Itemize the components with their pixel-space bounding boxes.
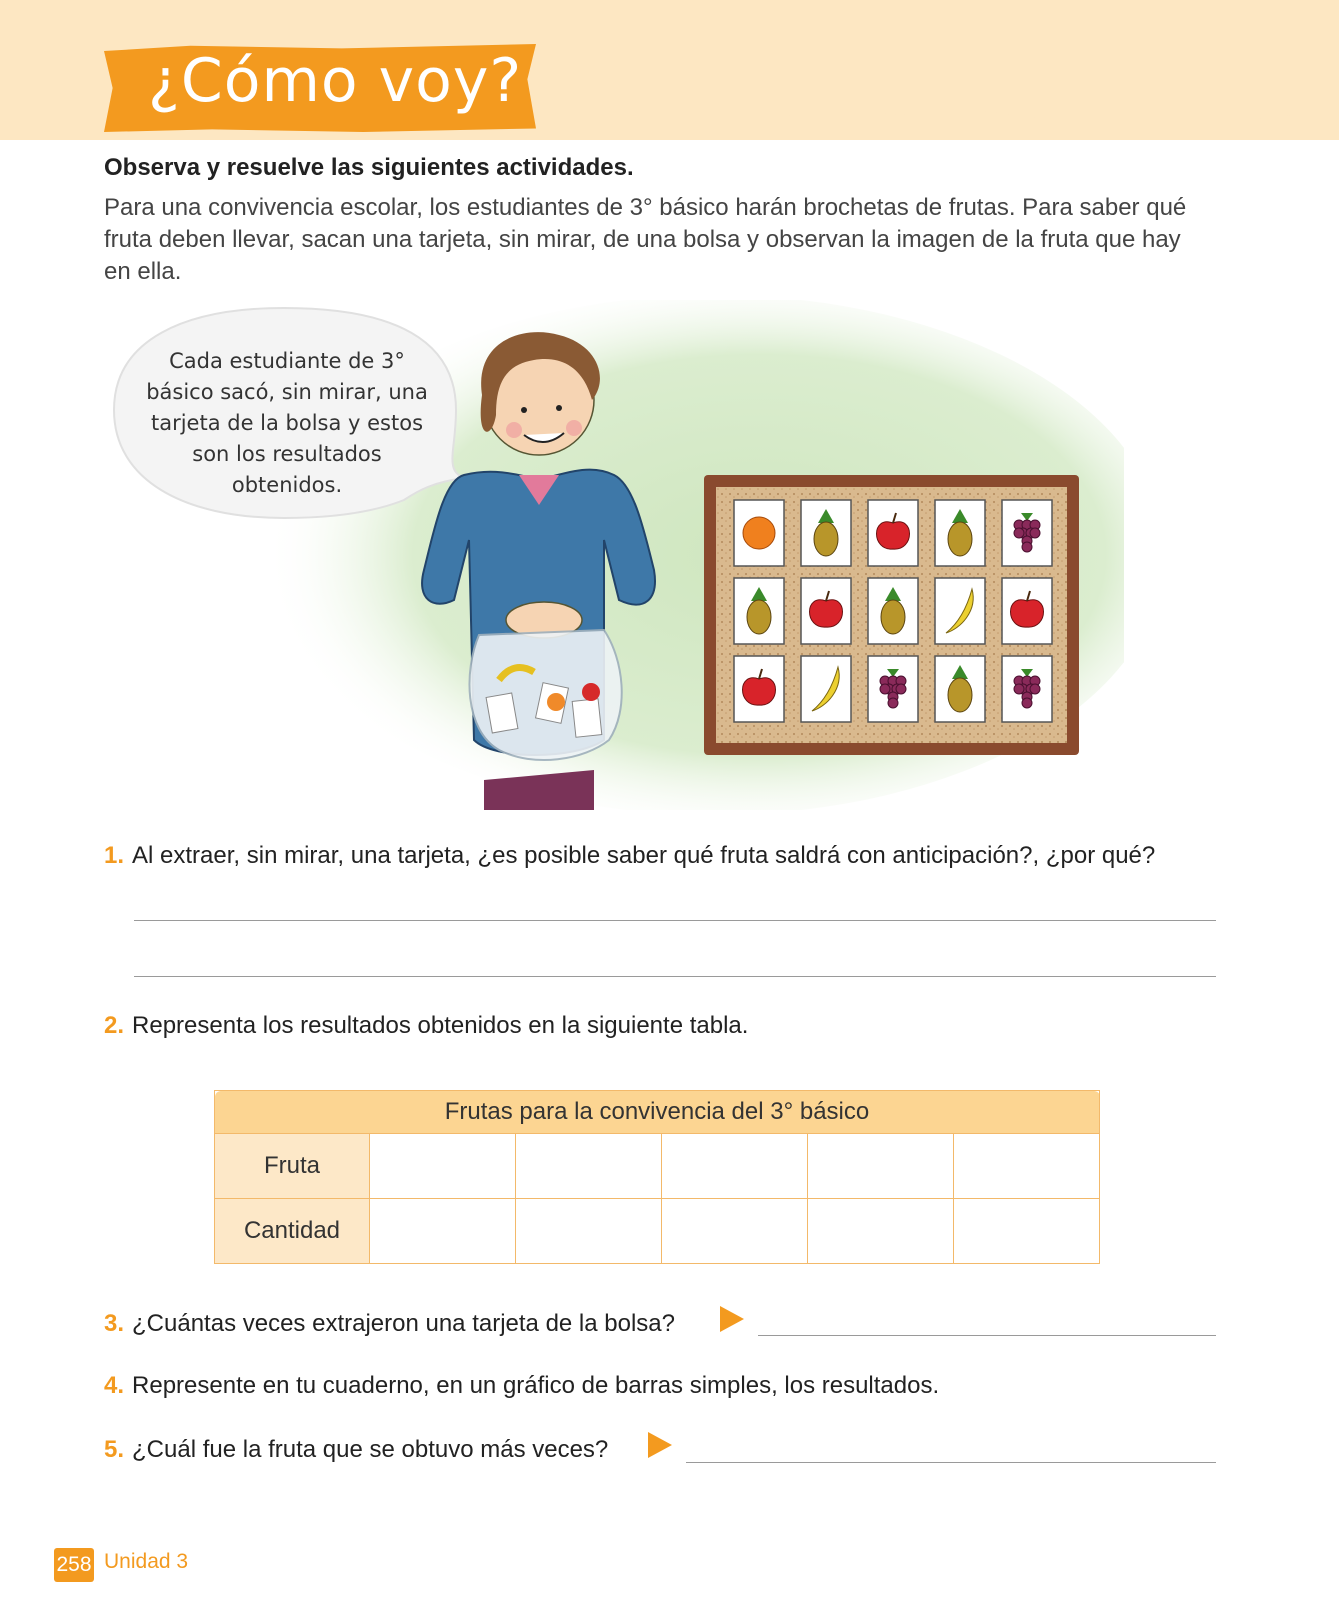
question-2: [104, 1012, 748, 1040]
grapes-card: [1002, 500, 1052, 566]
table-row: [215, 1199, 1100, 1264]
fruta-cell[interactable]: [662, 1134, 808, 1199]
arrow-icon: [720, 1306, 744, 1332]
table-row: [215, 1134, 1100, 1199]
page-number: 258: [54, 1548, 94, 1582]
apple-card: [801, 578, 851, 644]
question-1: [104, 842, 1155, 870]
cantidad-cell[interactable]: [370, 1199, 516, 1264]
answer-line-3[interactable]: [758, 1335, 1216, 1336]
instructions-intro: Para una convivencia escolar, los estudiantes de 3° básico harán brochetas de frutas. Para saber qué fruta deben llevar, sacan una tarjeta, sin mirar, de una bolsa y observan la imagen de la fruta que hay en ella.: [104, 194, 1187, 285]
fruit-table: [214, 1090, 1100, 1264]
question-text: Al extraer, sin mirar, una tarjeta, ¿es posible saber qué fruta saldrá con anticipación?, ¿por qué?: [132, 842, 1156, 869]
row-label-cantidad: Cantidad: [215, 1199, 370, 1264]
instructions-lead: Observa y resuelve las siguientes actividades.: [104, 154, 634, 181]
question-text: Representa los resultados obtenidos en la siguiente tabla.: [132, 1012, 749, 1039]
apple-card: [734, 656, 784, 722]
unit-label: Unidad 3: [104, 1550, 189, 1573]
pineapple-card: [935, 500, 985, 566]
cantidad-cell[interactable]: [662, 1199, 808, 1264]
question-number: 3.: [104, 1310, 125, 1337]
question-number: 2.: [104, 1012, 125, 1039]
cantidad-cell[interactable]: [516, 1199, 662, 1264]
question-number: 5.: [104, 1436, 125, 1463]
question-5: [104, 1436, 608, 1464]
fruta-cell[interactable]: [370, 1134, 516, 1199]
table-title: Frutas para la convivencia del 3° básico: [215, 1091, 1100, 1134]
answer-line-1b[interactable]: [134, 976, 1216, 977]
answer-line-5[interactable]: [686, 1462, 1216, 1463]
question-3: [104, 1310, 675, 1338]
question-number: 4.: [104, 1372, 125, 1399]
fruta-cell[interactable]: [954, 1134, 1100, 1199]
fruta-cell[interactable]: [516, 1134, 662, 1199]
question-text: ¿Cuántas veces extrajeron una tarjeta de la bolsa?: [132, 1310, 676, 1337]
row-label-fruta: Fruta: [215, 1134, 370, 1199]
banana-card: [935, 578, 985, 644]
arrow-icon: [648, 1432, 672, 1458]
page-title: ¿Cómo voy?: [148, 46, 523, 116]
pineapple-card: [734, 578, 784, 644]
orange-card: [734, 500, 784, 566]
pineapple-card: [935, 656, 985, 722]
fruit-cards: [734, 500, 1052, 722]
answer-line-1a[interactable]: [134, 920, 1216, 921]
question-text: ¿Cuál fue la fruta que se obtuvo más veces?: [132, 1436, 609, 1463]
question-text: Represente en tu cuaderno, en un gráfico de barras simples, los resultados.: [132, 1372, 940, 1399]
question-number: 1.: [104, 842, 125, 869]
pineapple-card: [801, 500, 851, 566]
cantidad-cell[interactable]: [954, 1199, 1100, 1264]
apple-card: [868, 500, 918, 566]
grapes-card: [868, 656, 918, 722]
banana-card: [801, 656, 851, 722]
grapes-card: [1002, 656, 1052, 722]
speech-bubble-text: Cada estudiante de 3° básico sacó, sin mirar, una tarjeta de la bolsa y estos son los resultados obtenidos.: [146, 349, 428, 497]
cantidad-cell[interactable]: [808, 1199, 954, 1264]
apple-card: [1002, 578, 1052, 644]
question-4: [104, 1372, 939, 1400]
fruta-cell[interactable]: [808, 1134, 954, 1199]
pineapple-card: [868, 578, 918, 644]
